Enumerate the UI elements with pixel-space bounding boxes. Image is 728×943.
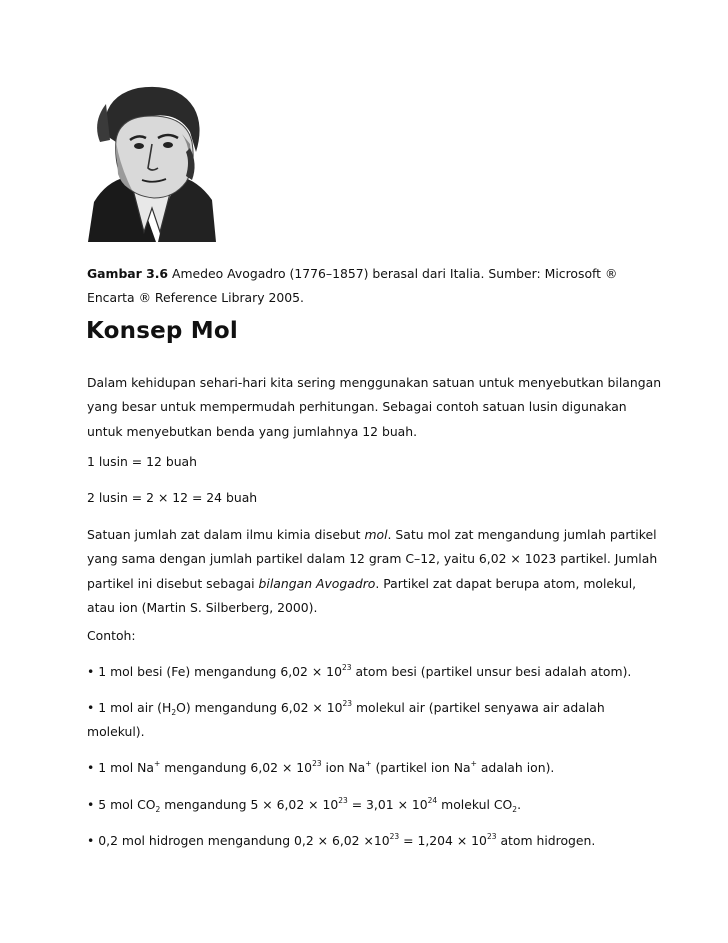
example-item: • 1 mol Na+ mengandung $6,02 \times 10^{23}$ ion Na+ (partikel ion Na+ adalah ion).	[87, 759, 555, 775]
def-term-mol: mol	[364, 527, 388, 542]
def-text: . Satu mol zat mengandung jumlah partikel	[387, 527, 657, 542]
example-item: • 0,2 mol hidrogen mengandung $0,2 \times 6,02 \times 10^{23} = 1,204 \times 10^{23}$ atom hidrogen.	[87, 832, 596, 848]
figure-caption	[87, 262, 647, 310]
intro-paragraph	[87, 371, 667, 444]
page-title: Konsep Mol	[86, 318, 238, 344]
caption-text: Amedeo Avogadro (1776–1857) berasal dari Italia. Sumber: Microsoft ®	[168, 266, 618, 281]
example-item: • 1 mol besi (Fe) mengandung $6,02 \times 10^{23}$ atom besi (partikel unsur besi adalah atom).	[87, 663, 632, 679]
caption-label: Gambar 3.6	[87, 266, 169, 281]
intro-line: untuk menyebutkan benda yang jumlahnya 12 buah.	[87, 423, 418, 439]
example-item: • 1 mol air $(H_2O)$ mengandung $6,02 \times 10^{23}$ molekul air (partikel senyawa air adalah molekul).	[87, 699, 605, 740]
def-text: yang sama dengan jumlah partikel dalam 12 gram C–12, yaitu 6,02 × 1023 partikel. Jumlah	[87, 551, 658, 567]
avogadro-portrait	[86, 82, 218, 242]
def-text: Satuan jumlah zat dalam ilmu kimia disebut	[87, 527, 365, 542]
intro-line: yang besar untuk mempermudah perhitungan. Sebagai contoh satuan lusin digunakan	[87, 399, 627, 415]
def-term-avogadro: bilangan Avogadro	[258, 575, 376, 591]
caption-text-line2: Encarta ® Reference Library 2005.	[87, 290, 304, 305]
contoh-label: Contoh:	[87, 628, 136, 643]
definition-paragraph	[87, 523, 667, 621]
equation-1: 1 lusin = 12 buah	[87, 454, 197, 469]
intro-line: Dalam kehidupan sehari-hari kita sering menggunakan satuan untuk menyebutkan bilangan	[87, 375, 662, 390]
equation-2: 2 lusin = 2 × 12 = 24 buah	[87, 490, 258, 505]
def-text: . Partikel zat dapat berupa atom, molekul,	[375, 575, 637, 591]
example-item: • 5 mol $CO_2$ mengandung $5 \times 6,02 \times 10^{23} = 3,01 \times 10^{24}$ molekul $CO_2$.	[87, 796, 522, 814]
def-text: atau ion (Martin S. Silberberg, 2000).	[87, 600, 318, 616]
def-text: partikel ini disebut sebagai	[87, 575, 259, 591]
